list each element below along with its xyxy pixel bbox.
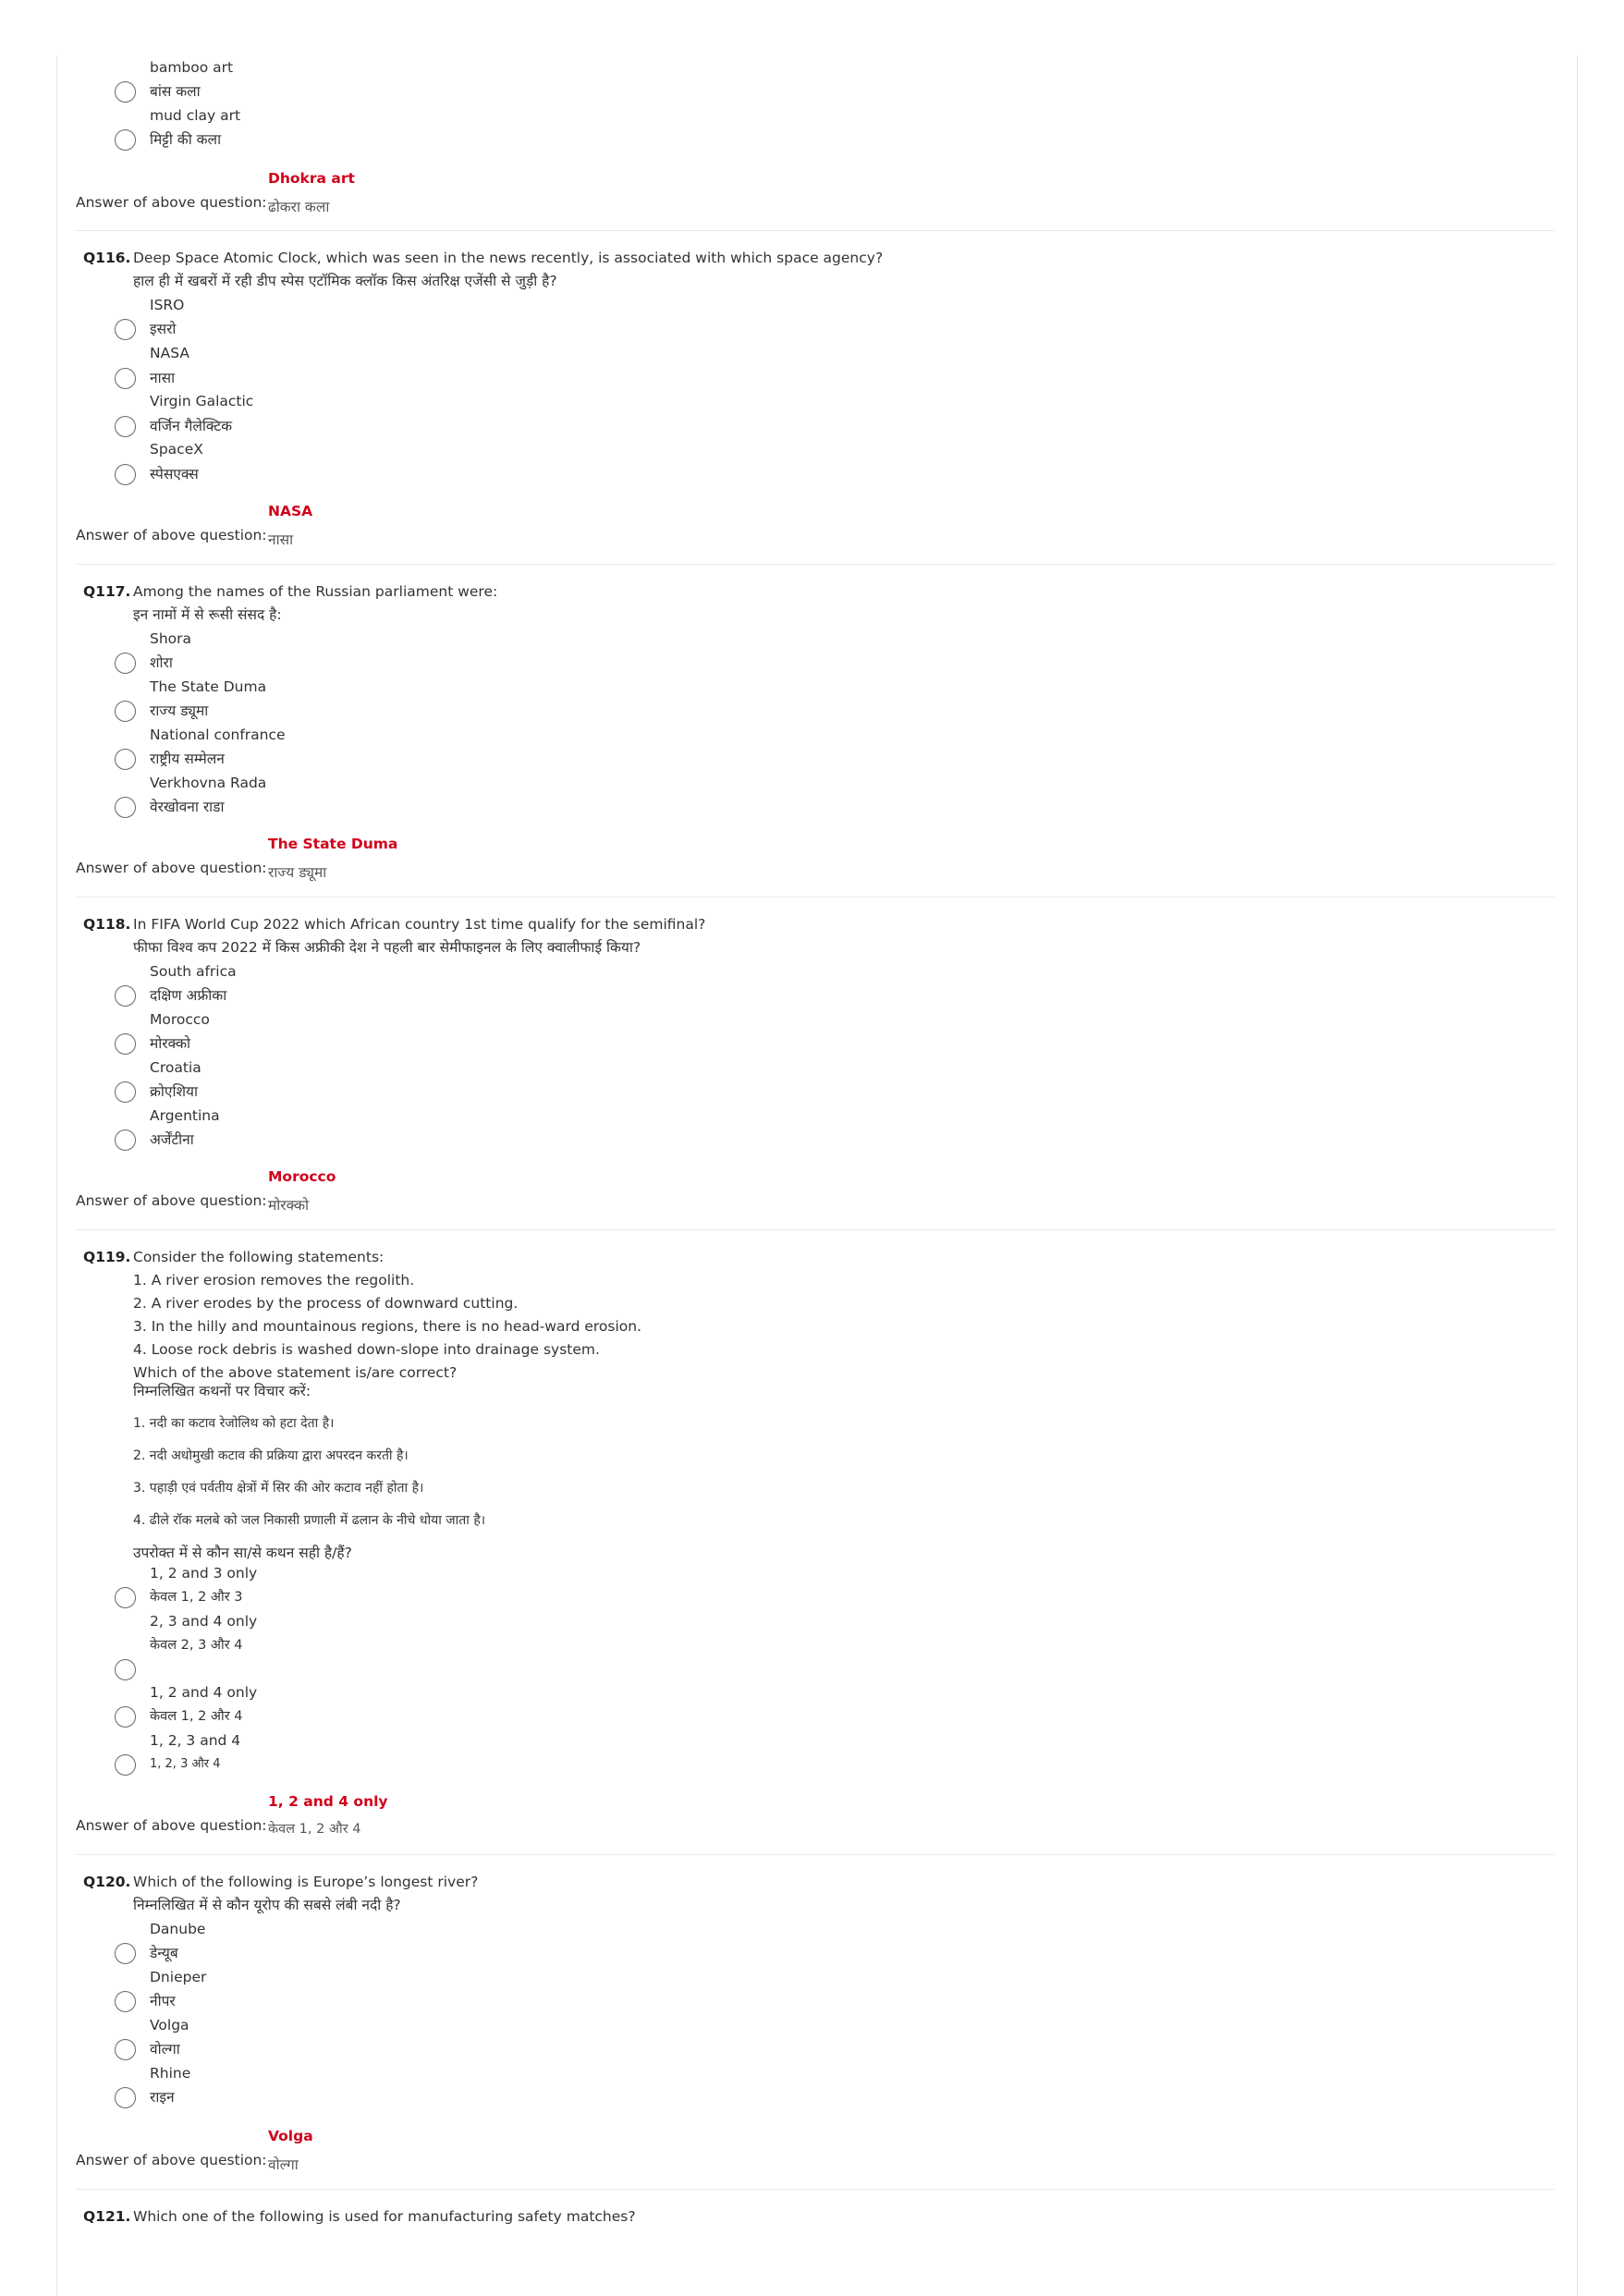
answer-hi: मोरक्को: [268, 1197, 309, 1214]
option-radio[interactable]: [115, 1943, 136, 1964]
answer-hi: नासा: [268, 531, 294, 548]
option-en: National confrance: [150, 727, 286, 743]
divider: [76, 564, 1555, 565]
option-en: Croatia: [150, 1059, 201, 1076]
divider: [76, 897, 1555, 898]
option-hi: नीपर: [150, 1993, 176, 2009]
statement-en: 4. Loose rock debris is washed down-slope into drainage system.: [133, 1341, 600, 1358]
option-radio[interactable]: [115, 653, 136, 674]
statement-hi: 2. नदी अधोमुखी कटाव की प्रक्रिया द्वारा अपरदन करती है।: [133, 1448, 409, 1463]
option-radio[interactable]: [115, 416, 136, 437]
question-text-hi: निम्नलिखित में से कौन यूरोप की सबसे लंबी नदी है?: [133, 1897, 401, 1913]
option-radio[interactable]: [115, 1130, 136, 1151]
question-number: Q119.: [83, 1249, 131, 1265]
option-radio[interactable]: [115, 1754, 136, 1776]
option-hi: नासा: [150, 370, 176, 386]
option-hi: डेन्यूब: [150, 1945, 178, 1961]
option-radio[interactable]: [115, 1081, 136, 1103]
answer-en: Morocco: [268, 1168, 336, 1185]
option-en: Rhine: [150, 2065, 191, 2082]
statement-hi: 1. नदी का कटाव रेजोलिथ को हटा देता है।: [133, 1416, 335, 1431]
divider: [76, 230, 1555, 231]
option-radio[interactable]: [115, 319, 136, 340]
question-text-hi: हाल ही में खबरों में रही डीप स्पेस एटॉमिक क्लॉक किस अंतरिक्ष एजेंसी से जुड़ी है?: [133, 273, 557, 289]
option-en: 1, 2, 3 and 4: [150, 1732, 241, 1749]
option-en: ISRO: [150, 297, 185, 313]
question-number: Q120.: [83, 1874, 131, 1890]
option-en: Argentina: [150, 1107, 220, 1124]
option-en: bamboo art: [150, 59, 234, 76]
option-radio[interactable]: [115, 1587, 136, 1608]
divider: [76, 1229, 1555, 1230]
option-en: 1, 2 and 3 only: [150, 1565, 258, 1582]
question-prompt-en: Which of the above statement is/are correct?: [133, 1364, 458, 1381]
divider: [76, 2189, 1555, 2190]
option-radio[interactable]: [115, 749, 136, 770]
option-en: Shora: [150, 630, 192, 647]
option-hi: केवल 1, 2 और 3: [150, 1590, 243, 1605]
option-hi: राज्य ड्यूमा: [150, 702, 209, 719]
option-hi: वेरखोवना राडा: [150, 799, 225, 815]
answer-hi: वोल्गा: [268, 2156, 299, 2173]
option-hi: स्पेसएक्स: [150, 466, 199, 482]
question-text-hi: फीफा विश्व कप 2022 में किस अफ्रीकी देश ने पहली बार सेमीफाइनल के लिए क्वालीफाई किया?: [133, 939, 641, 956]
answer-en: 1, 2 and 4 only: [268, 1793, 388, 1810]
option-en: Morocco: [150, 1011, 210, 1028]
option-radio[interactable]: [115, 701, 136, 722]
question-text-hi: निम्नलिखित कथनों पर विचार करें:: [133, 1383, 311, 1399]
question-text-en: Which of the following is Europe’s longest river?: [133, 1874, 479, 1890]
question-text-en: Deep Space Atomic Clock, which was seen in the news recently, is associated with which space agency?: [133, 250, 884, 266]
question-number: Q121.: [83, 2208, 131, 2225]
option-radio[interactable]: [115, 464, 136, 485]
option-en: NASA: [150, 345, 189, 361]
option-hi: शोरा: [150, 654, 173, 671]
question-text-en: Consider the following statements:: [133, 1249, 385, 1265]
option-en: mud clay art: [150, 107, 241, 124]
question-number: Q118.: [83, 916, 131, 933]
option-hi: क्रोएशिया: [150, 1083, 199, 1100]
question-text-en: In FIFA World Cup 2022 which African country 1st time qualify for the semifinal?: [133, 916, 706, 933]
option-hi: मोरक्को: [150, 1035, 190, 1052]
statement-en: 2. A river erodes by the process of downward cutting.: [133, 1295, 519, 1312]
option-en: Volga: [150, 2017, 189, 2033]
answer-hi: राज्य ड्यूमा: [268, 864, 327, 881]
option-radio[interactable]: [115, 797, 136, 818]
option-en: 2, 3 and 4 only: [150, 1613, 258, 1630]
option-hi: इसरो: [150, 321, 177, 337]
option-hi: वोल्गा: [150, 2041, 180, 2058]
answer-label: Answer of above question:: [76, 1192, 267, 1209]
answer-label: Answer of above question:: [76, 1817, 267, 1834]
divider: [76, 1854, 1555, 1855]
answer-hi: ढोकरा कला: [268, 199, 330, 215]
statement-hi: 4. ढीले रॉक मलबे को जल निकासी प्रणाली में ढलान के नीचे धोया जाता है।: [133, 1513, 486, 1528]
answer-label: Answer of above question:: [76, 527, 267, 543]
question-text-en: Which one of the following is used for manufacturing safety matches?: [133, 2208, 636, 2225]
option-en: Virgin Galactic: [150, 393, 254, 409]
option-en: The State Duma: [150, 678, 267, 695]
question-prompt-hi: उपरोक्त में से कौन सा/से कथन सही है/हैं?: [133, 1545, 352, 1561]
option-radio[interactable]: [115, 985, 136, 1007]
option-radio[interactable]: [115, 2039, 136, 2060]
option-en: Danube: [150, 1921, 206, 1937]
option-hi: राइन: [150, 2089, 175, 2106]
question-number: Q117.: [83, 583, 131, 600]
answer-hi: केवल 1, 2 और 4: [268, 1822, 361, 1837]
option-hi: बांस कला: [150, 83, 201, 100]
option-en: South africa: [150, 963, 237, 980]
statement-hi: 3. पहाड़ी एवं पर्वतीय क्षेत्रों में सिर की ओर कटाव नहीं होता है।: [133, 1481, 424, 1496]
option-radio[interactable]: [115, 1991, 136, 2012]
question-number: Q116.: [83, 250, 131, 266]
statement-en: 1. A river erosion removes the regolith.: [133, 1272, 415, 1288]
option-radio[interactable]: [115, 129, 136, 151]
option-hi: अर्जेंटीना: [150, 1131, 194, 1148]
option-radio[interactable]: [115, 1659, 136, 1680]
option-hi: मिट्टी की कला: [150, 131, 222, 148]
answer-en: The State Duma: [268, 836, 398, 852]
option-en: 1, 2 and 4 only: [150, 1684, 258, 1701]
answer-label: Answer of above question:: [76, 2152, 267, 2168]
option-en: Verkhovna Rada: [150, 775, 267, 791]
option-hi: केवल 2, 3 और 4: [150, 1638, 243, 1653]
answer-en: NASA: [268, 503, 313, 519]
option-hi: केवल 1, 2 और 4: [150, 1709, 243, 1724]
option-hi: राष्ट्रीय सम्मेलन: [150, 751, 225, 767]
option-radio[interactable]: [115, 1706, 136, 1728]
option-radio[interactable]: [115, 368, 136, 389]
option-en: SpaceX: [150, 441, 203, 458]
option-hi: दक्षिण अफ्रीका: [150, 987, 227, 1004]
question-text-en: Among the names of the Russian parliament were:: [133, 583, 498, 600]
answer-en: Volga: [268, 2128, 313, 2144]
answer-label: Answer of above question:: [76, 194, 267, 211]
question-text-hi: इन नामों में से रूसी संसद है:: [133, 606, 282, 623]
option-hi: 1, 2, 3 और 4: [150, 1757, 221, 1771]
option-radio[interactable]: [115, 81, 136, 103]
statement-en: 3. In the hilly and mountainous regions, there is no head-ward erosion.: [133, 1318, 642, 1335]
option-radio[interactable]: [115, 1033, 136, 1055]
option-radio[interactable]: [115, 2087, 136, 2108]
answer-label: Answer of above question:: [76, 860, 267, 876]
option-en: Dnieper: [150, 1969, 207, 1985]
answer-en: Dhokra art: [268, 170, 355, 187]
option-hi: वर्जिन गैलेक्टिक: [150, 418, 233, 434]
